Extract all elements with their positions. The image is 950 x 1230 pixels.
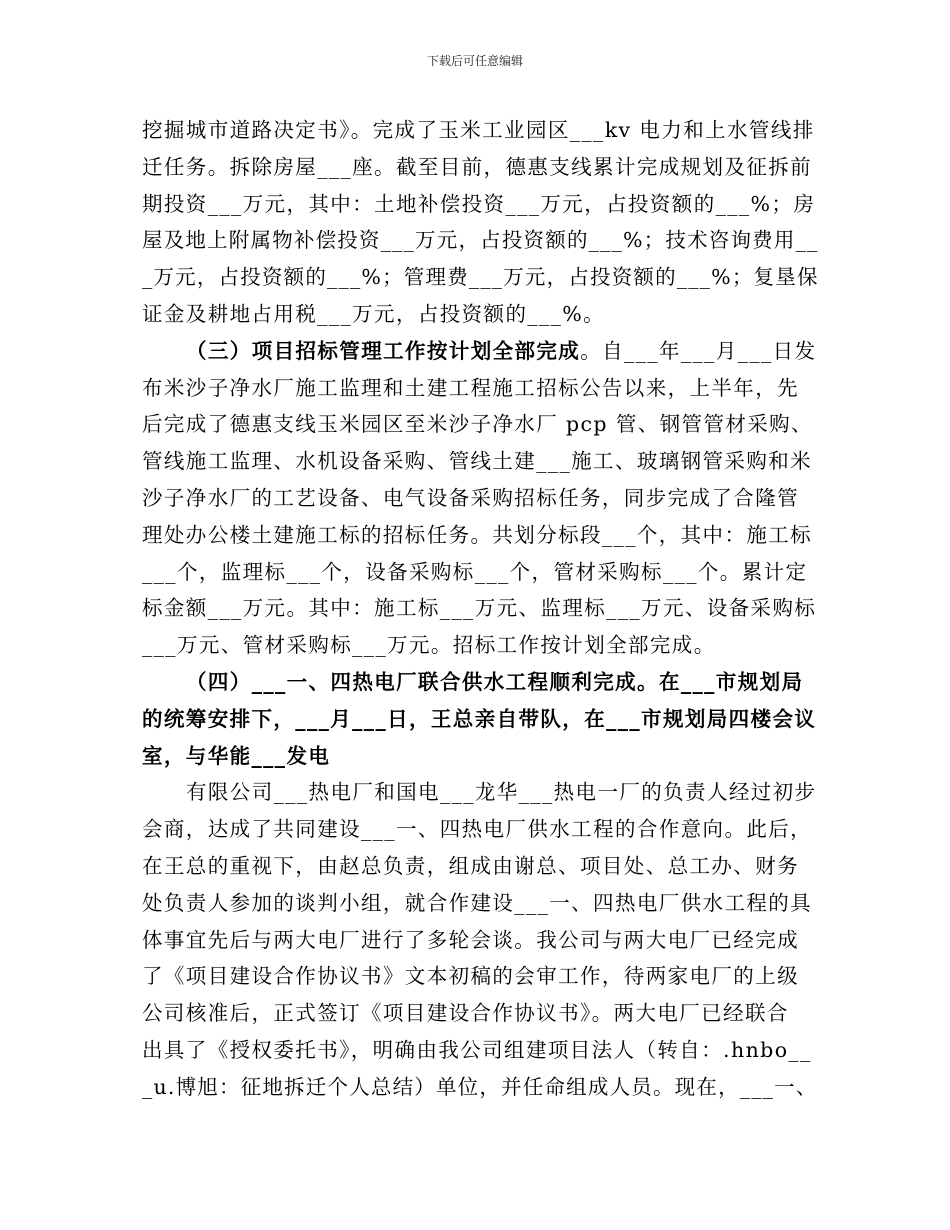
text-line: 在王总的重视下，由赵总负责，组成由谢总、项目处、总工办、财务 [142, 853, 799, 878]
text-line: 处负责人参加的谈判小组，就合作建设___一、四热电厂供水工程的具 [142, 890, 813, 915]
text-line: 有限公司___热电厂和国电___龙华___热电一厂的负责人经过初步 [186, 780, 817, 805]
document-body [142, 112, 822, 1106]
text-line: 出具了《授权委托书》，明确由我公司组建项目法人（转自：.hnbo__ [142, 1037, 812, 1062]
page-header: 下载后可任意编辑 [426, 54, 523, 68]
text-line: （四）___一、四热电厂联合供水工程顺利完成。在___市规划局 [186, 669, 804, 694]
paragraph-3-lead: 。自___年___月___日发 [580, 338, 817, 363]
text-line: ___个，监理标___个，设备采购标___个，管材采购标___个。累计定 [142, 559, 808, 584]
text-line: 体事宜先后与两大电厂进行了多轮会谈。我公司与两大电厂已经完成 [142, 927, 799, 952]
text-line: _万元，占投资额的___%；管理费___万元，占投资额的___%；复垦保 [142, 265, 819, 290]
text-line: 的统筹安排下，___月___日，王总亲自带队，在___市规划局四楼会议 [142, 706, 817, 731]
text-line: 公司核准后，正式签订《项目建设合作协议书》。两大电厂已经联合 [142, 1001, 789, 1026]
paragraph-3-heading: （三）项目招标管理工作按计划全部完成 [186, 338, 581, 363]
text-line: 屋及地上附属物补偿投资___万元，占投资额的___%；技术咨询费用__ [142, 228, 819, 253]
text-line: 迁任务。拆除房屋___座。截至目前，德惠支线累计完成规划及征拆前 [142, 154, 813, 179]
paragraph-3 [142, 333, 822, 664]
text-line: 室，与华能___发电 [142, 743, 331, 768]
text-line: 期投资___万元，其中：土地补偿投资___万元，占投资额的___%；房 [142, 191, 816, 216]
text-line: 布米沙子净水厂施工监理和土建工程施工招标公告以来，上半年，先 [142, 375, 799, 400]
text-line: 了《项目建设合作协议书》文本初稿的会审工作，待两家电厂的上级 [142, 964, 799, 989]
text-line: 会商，达成了共同建设___一、四热电厂供水工程的合作意向。此后， [142, 817, 813, 842]
text-line: ___万元、管材采购标___万元。招标工作按计划全部完成。 [142, 633, 716, 658]
text-line: 标金额___万元。其中：施工标___万元、监理标___万元、设备采购标 [142, 596, 817, 621]
paragraph-5 [142, 774, 822, 1105]
text-line: 管线施工监理、水机设备采购、管线土建___施工、玻璃钢管采购和米 [142, 449, 813, 474]
text-line: 证金及耕地占用税___万元，占投资额的___%。 [142, 301, 606, 326]
text-line: 后完成了德惠支线玉米园区至米沙子净水厂 pcp 管、钢管管材采购、 [142, 412, 813, 437]
text-line [142, 333, 822, 370]
text-line: 理处办公楼土建施工标的招标任务。共划分标段___个，其中：施工标 [142, 522, 813, 547]
paragraph-2-continuation [142, 112, 822, 333]
text-line: 挖掘城市道路决定书》。完成了玉米工业园区___kv 电力和上水管线排 [142, 118, 815, 142]
paragraph-4 [142, 664, 822, 774]
text-line: _u.博旭：征地拆迁个人总结）单位，并任命组成人员。现在，___一、 [142, 1074, 818, 1099]
text-line: 沙子净水厂的工艺设备、电气设备采购招标任务，同步完成了合隆管 [142, 485, 799, 510]
